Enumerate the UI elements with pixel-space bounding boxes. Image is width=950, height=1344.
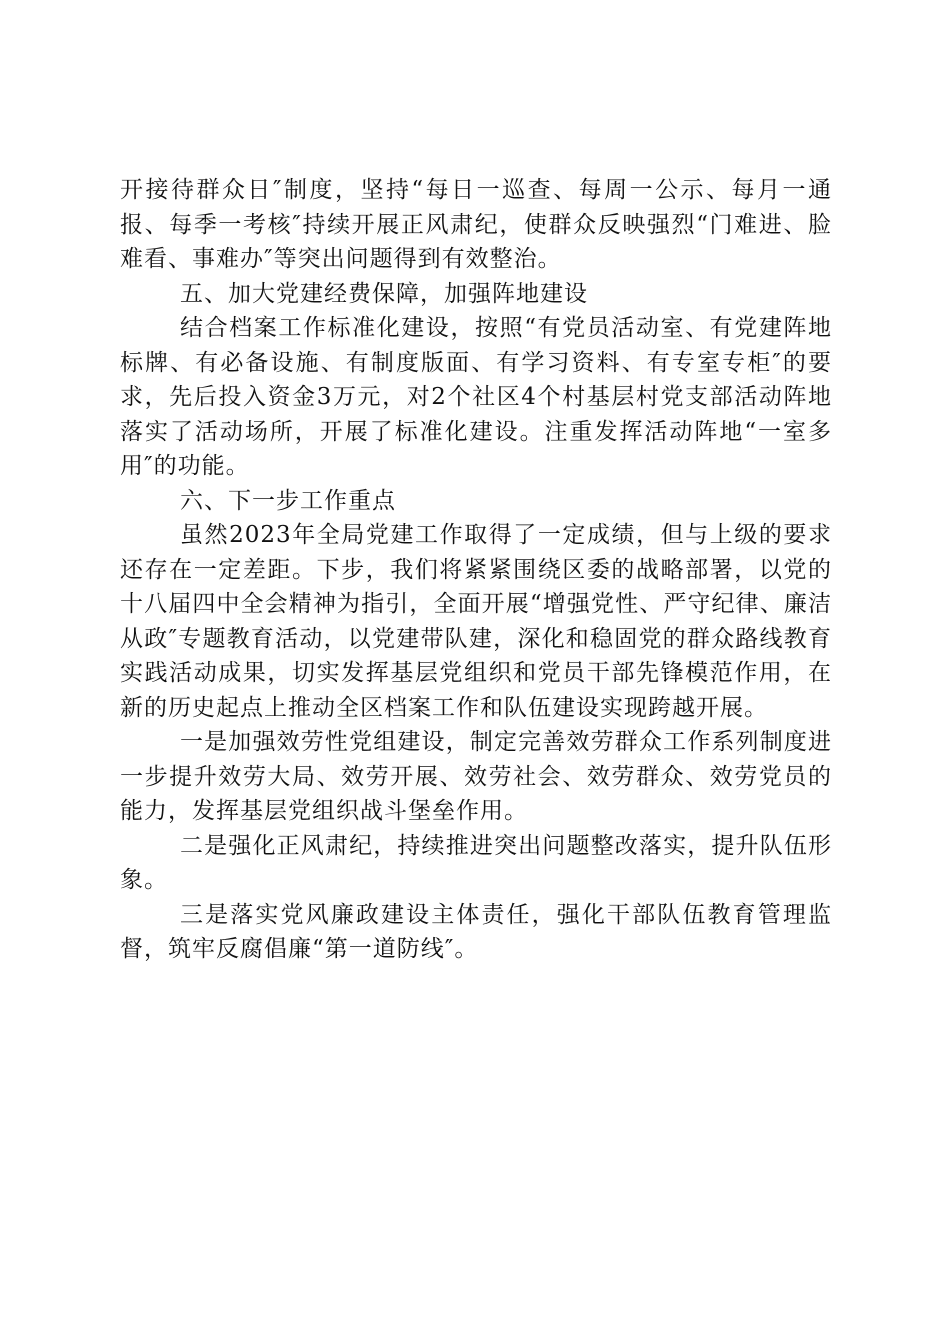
- paragraph-continuation: 开接待群众日″制度，坚持“每日一巡查、每周一公示、每月一通报、每季一考核″持续开展正风肃纪，使群众反映强烈“门难进、脸难看、事难办″等突出问题得到有效整治。: [120, 177, 832, 272]
- paragraph-section-5-body: 结合档案工作标准化建设，按照“有党员活动室、有党建阵地标牌、有必备设施、有制度版面、有学习资料、有专室专柜″的要求，先后投入资金3万元，对2个社区4个村基层村党支部活动阵地落实了活动场所，开展了标准化建设。注重发挥活动阵地“一室多用″的功能。: [120, 315, 832, 479]
- paragraph-point-1: 一是加强效劳性党组建设，制定完善效劳群众工作系列制度进一步提升效劳大局、效劳开展、效劳社会、效劳群众、效劳党员的能力，发挥基层党组织战斗堡垒作用。: [120, 729, 832, 824]
- document-page: [120, 173, 832, 967]
- section-heading-6: 六、下一步工作重点: [180, 487, 396, 514]
- section-heading-5: 五、加大党建经费保障，加强阵地建设: [180, 280, 588, 307]
- paragraph-point-2: 二是强化正风肃纪，持续推进突出问题整改落实，提升队伍形象。: [120, 832, 832, 893]
- paragraph-next-steps-intro: 虽然2023年全局党建工作取得了一定成绩，但与上级的要求还存在一定差距。下步，我们将紧紧围绕区委的战略部署，以党的十八届四中全会精神为指引，全面开展“增强党性、严守纪律、廉洁从政″专题教育活动，以党建带队建，深化和稳固党的群众路线教育实践活动成果，切实发挥基层党组织和党员干部先锋模范作用，在新的历史起点上推动全区档案工作和队伍建设实现跨越开展。: [120, 522, 832, 721]
- paragraph-point-3: 三是落实党风廉政建设主体责任，强化干部队伍教育管理监督，筑牢反腐倡廉“第一道防线″。: [120, 901, 832, 962]
